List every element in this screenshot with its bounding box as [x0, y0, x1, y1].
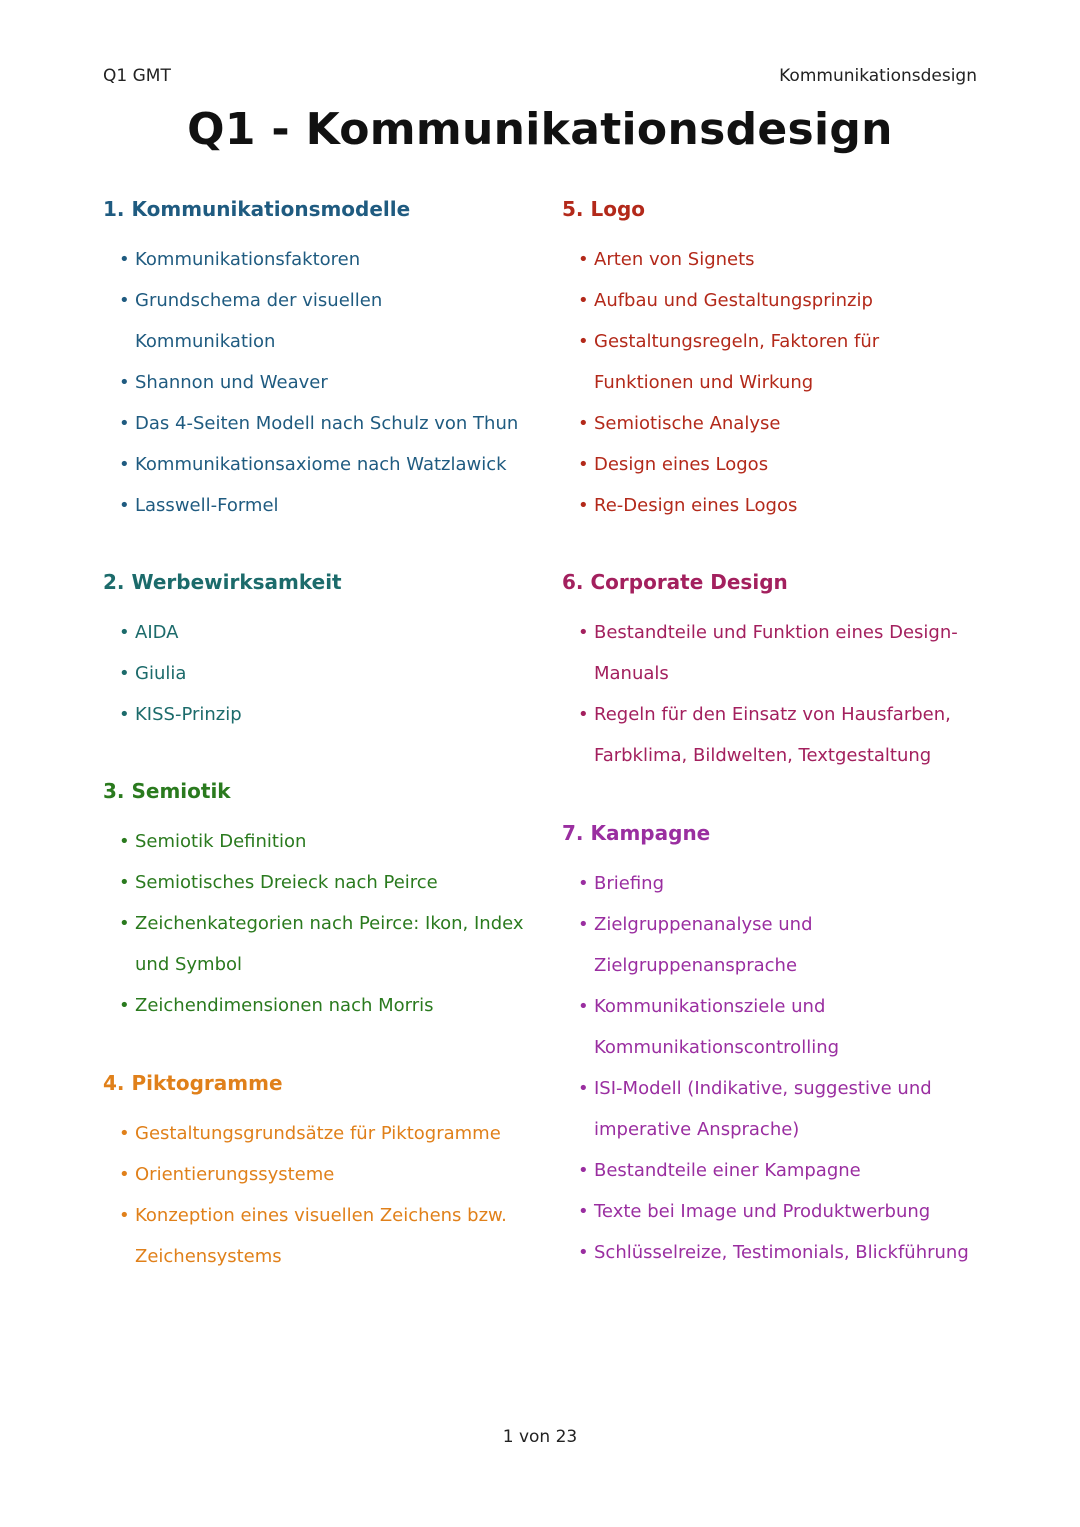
list-item: • Zeichenkategorien nach Peirce: Ikon, Index	[119, 913, 524, 934]
section-heading: 6. Corporate Design	[562, 570, 788, 594]
list-item: • Kommunikationsziele und	[578, 996, 826, 1017]
section-list	[103, 821, 533, 1026]
list-item: • Regeln für den Einsatz von Hausfarben,	[578, 704, 951, 725]
list-item: • Semiotische Analyse	[578, 413, 781, 434]
section-heading: 3. Semiotik	[103, 779, 231, 803]
list-item: Kommunikationscontrolling	[594, 1037, 840, 1058]
page-title: Q1 - Kommunikationsdesign	[187, 104, 893, 155]
list-item: • Zielgruppenanalyse und	[578, 914, 813, 935]
list-item: • Grundschema der visuellen	[119, 290, 383, 311]
section-heading: 1. Kommunikationsmodelle	[103, 197, 411, 221]
list-item: • KISS-Prinzip	[119, 704, 242, 725]
section-list	[562, 863, 992, 1273]
list-item: • Orientierungssysteme	[119, 1164, 335, 1185]
list-item: • Texte bei Image und Produktwerbung	[578, 1201, 931, 1222]
header-right: Kommunikationsdesign	[779, 66, 977, 86]
section-kampagne	[562, 821, 992, 1273]
section-list	[103, 239, 533, 526]
section-list	[562, 239, 992, 526]
list-item: • AIDA	[119, 622, 179, 643]
list-item: und Symbol	[135, 954, 243, 975]
section-logo	[562, 197, 992, 526]
section-heading: 4. Piktogramme	[103, 1071, 283, 1095]
section-heading: 2. Werbewirksamkeit	[103, 570, 342, 594]
list-item: • Giulia	[119, 663, 187, 684]
list-item: imperative Ansprache)	[594, 1119, 800, 1140]
list-item: • Aufbau und Gestaltungsprinzip	[578, 290, 873, 311]
list-item: • Arten von Signets	[578, 249, 755, 270]
list-item: • Design eines Logos	[578, 454, 769, 475]
list-item: Zeichensystems	[135, 1246, 282, 1267]
section-kommunikationsmodelle	[103, 197, 533, 526]
list-item: Manuals	[594, 663, 669, 684]
section-heading: 7. Kampagne	[562, 821, 711, 845]
list-item: • Re-Design eines Logos	[578, 495, 798, 516]
list-item: Kommunikation	[135, 331, 276, 352]
list-item: • Briefing	[578, 873, 664, 894]
section-list	[103, 612, 533, 735]
list-item: • Das 4-Seiten Modell nach Schulz von Thun	[119, 413, 519, 434]
list-item: • Bestandteile einer Kampagne	[578, 1160, 861, 1181]
section-piktogramme	[103, 1071, 533, 1277]
list-item: • Semiotisches Dreieck nach Peirce	[119, 872, 438, 893]
list-item: Funktionen und Wirkung	[594, 372, 814, 393]
section-heading: 5. Logo	[562, 197, 646, 221]
section-werbewirksamkeit	[103, 570, 533, 735]
list-item: • Shannon und Weaver	[119, 372, 328, 393]
list-item: • Kommunikationsfaktoren	[119, 249, 361, 270]
list-item: • Gestaltungsregeln, Faktoren für	[578, 331, 880, 352]
list-item: • Zeichendimensionen nach Morris	[119, 995, 434, 1016]
list-item: • ISI-Modell (Indikative, suggestive und	[578, 1078, 932, 1099]
list-item: • Bestandteile und Funktion eines Design-	[578, 622, 958, 643]
list-item: • Schlüsselreize, Testimonials, Blickführung	[578, 1242, 969, 1263]
list-item: • Kommunikationsaxiome nach Watzlawick	[119, 454, 507, 475]
list-item: Farbklima, Bildwelten, Textgestaltung	[594, 745, 932, 766]
list-item: • Semiotik Definition	[119, 831, 307, 852]
section-list	[103, 1113, 533, 1277]
list-item: Zielgruppenansprache	[594, 955, 798, 976]
header-left: Q1 GMT	[103, 66, 171, 86]
list-item: • Konzeption eines visuellen Zeichens bzw.	[119, 1205, 507, 1226]
list-item: • Lasswell-Formel	[119, 495, 279, 516]
list-item: • Gestaltungsgrundsätze für Piktogramme	[119, 1123, 501, 1144]
section-list	[562, 612, 992, 776]
section-corporate-design	[562, 570, 992, 776]
page-number: 1 von 23	[502, 1427, 578, 1447]
section-semiotik	[103, 779, 533, 1026]
